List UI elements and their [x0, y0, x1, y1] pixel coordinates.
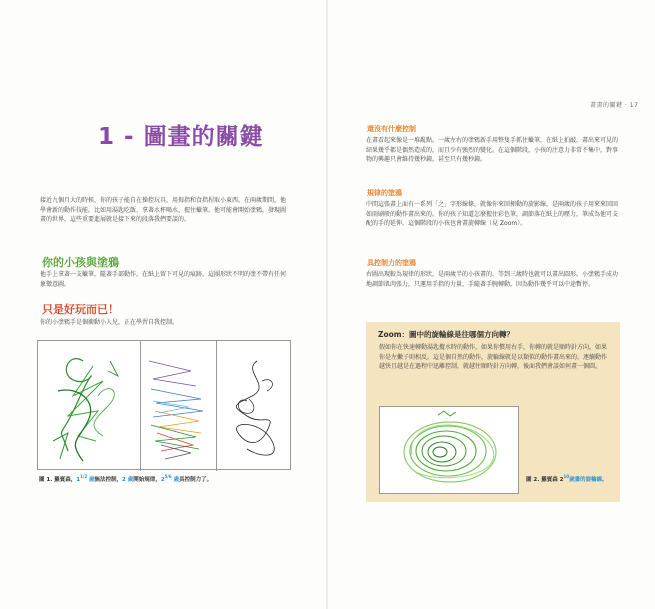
section-text-controlled: 右圖出現較為規律的形狀，是兩歲半的小孩畫的，等到三歲時也就可以畫出圓形。小塗鴉手成功地調節肌肉張力，只運用手指的力量，手隨著手腕轉動。因為動作幾乎可以中途暫停。 — [366, 271, 619, 288]
fig1-caption-sup1: 1/2 — [80, 474, 88, 479]
section-text-scribble: 他手上拿著一支蠟筆，隨著手部動作，在紙上留下可見的痕跡。這團形狀不明的塗不帶有任何象徵意圖。 — [40, 271, 287, 288]
fig2-caption-sup: 10 — [563, 474, 570, 479]
fig1-caption-age2: 2 — [122, 476, 126, 483]
fig1-caption-sup3: 5/6 — [164, 474, 172, 479]
section-heading-fun: 只是好玩而已！ — [42, 303, 119, 316]
fig2-caption-label: 圖 2. 羅賓森 2 — [526, 476, 564, 483]
spiral-drawing — [380, 407, 518, 493]
fig1-caption-age3: 2 — [160, 476, 165, 483]
drawing-controlled — [217, 341, 292, 471]
section-heading-scribble: 你的小孩與塗鴉 — [42, 256, 119, 269]
zoom-text: 假如你在快速轉動湯匙攪水時的動作，如果你慣用右手，你轉的就是順時針方向，如果你是左撇子則相反。這是個自然的動作，旋輪線就是以類似的動作畫出來的。連續動作越快且越是在過程中迅離控制，就越往順時針方向轉，後面我們會談如何畫一個圓。 — [379, 344, 608, 370]
scribble-drawing-2 — [141, 341, 217, 469]
page-number: 17 — [629, 102, 639, 109]
drawing-regular — [141, 341, 217, 471]
figure-2-caption — [526, 474, 608, 483]
figure-1-caption — [39, 474, 212, 483]
book-gutter — [326, 0, 328, 609]
fig1-caption-age1: 1 — [76, 476, 81, 483]
running-header-section: 畫畫的關鍵 — [590, 102, 623, 109]
chapter-title: 1 - 圖畫的關鍵 — [98, 124, 264, 150]
zoom-box — [366, 322, 620, 502]
section-heading-controlled: 具控制力的塗鴉 — [367, 259, 416, 267]
fig2-caption-suffix: 歲畫的旋輪線。 — [569, 476, 608, 483]
section-heading-regular: 規律的塗鴉 — [367, 189, 402, 197]
fig1-caption-unit1: 歲 — [87, 476, 95, 483]
zoom-title: Zoom：圖中的旋輪線是往哪個方向轉？ — [378, 330, 515, 339]
fig1-caption-label: 圖 1. 羅賓森， — [39, 476, 77, 483]
scribble-drawing-3 — [217, 341, 292, 469]
section-text-no-control: 在畫看起來像是一堆亂點。一歲左右的塗鴉新手用整隻手抓住蠟筆，在紙上拍敲，畫出來可見的結果幾乎都是偶然造成的，而且少有強烈的變化。在這個階段，小孩的注意力非常不集中，對事物的興趣只會維持幾秒鐘。甚至只有幾秒鐘。 — [366, 137, 619, 163]
figure-1-frame — [37, 340, 291, 470]
right-page — [328, 0, 655, 609]
section-heading-no-control: 還沒有什麼控制 — [367, 125, 416, 133]
drawing-uncontrolled — [38, 341, 141, 471]
section-text-fun: 你的小塗鴉手是個衝動小人兒，正在學習自我控制。 — [40, 319, 179, 326]
fig1-caption-desc3: 具控制力了。 — [179, 476, 213, 483]
fig1-caption-desc2: 開始規律， — [133, 476, 161, 483]
fig1-caption-unit3: 歲 — [171, 476, 180, 483]
figure-1 — [37, 340, 291, 487]
running-header: 畫畫的關鍵 · 17 — [590, 102, 639, 109]
intro-paragraph: 接近九個月大的時候，你的孩子能自在操控玩具，用拇指和食指捏取小東西。在兩歲期間，他學會新的動作技能，比如用湯匙吃飯、拿著水杯喝水、握住蠟筆。他可能會開始塗鴉，發現圖畫的世界，這些重要進展就是接下來的段落我們要談的。 — [40, 197, 287, 223]
scribble-drawing-1 — [38, 341, 141, 469]
figure-2-frame — [379, 406, 519, 494]
fig1-caption-desc1: 無法控制， — [94, 476, 123, 483]
fig1-caption-unit2: 歲 — [125, 476, 134, 483]
section-text-regular: 中間這張畫上面有一系列「之」字形線條，就像你來回揮動的旋影線，是兩歲的孩子用來來回回如雨刷般的動作畫出來的。你的孩子知道怎麼握住彩色筆，調節落在紙上的壓力，筆成為他可支配的手的延伸。這個階段的小孩也會畫旋轉線（見 Zoom）。 — [366, 201, 619, 227]
